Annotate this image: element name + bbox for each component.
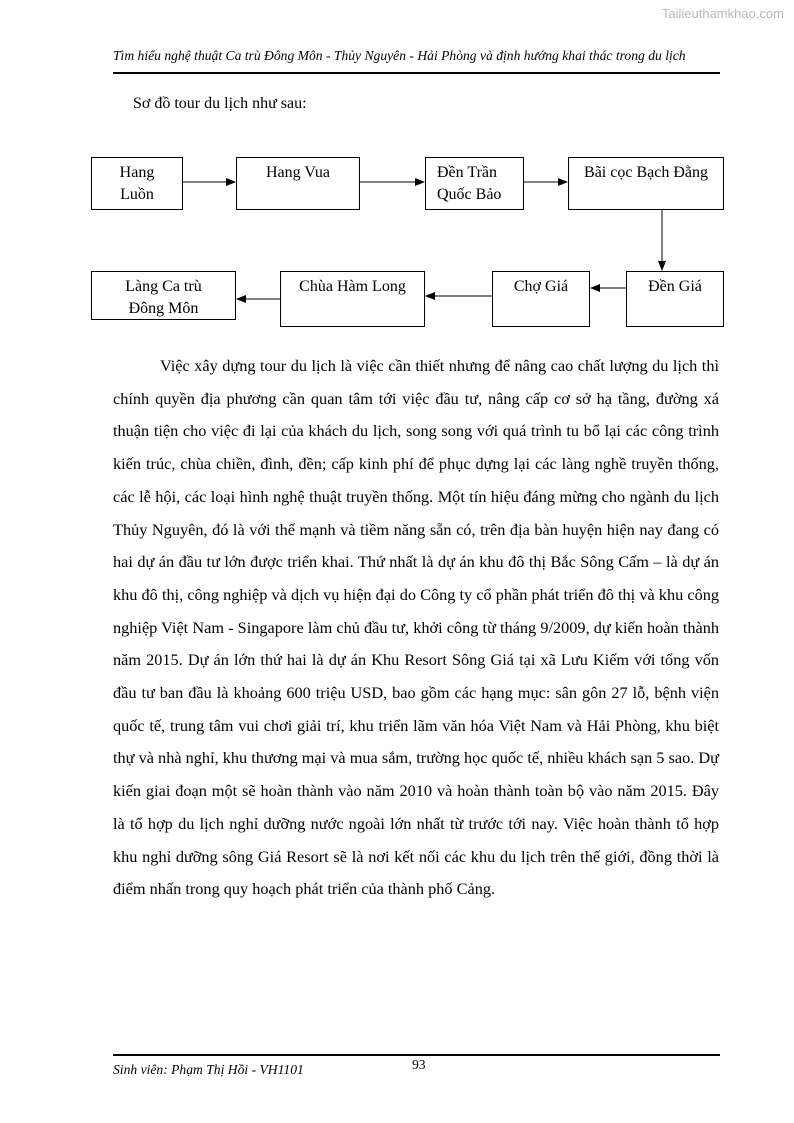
diagram-intro: Sơ đồ tour du lịch như sau: [133,95,307,112]
diagram-arrows [0,0,794,400]
node-bai-coc-bach-dang: Bãi cọc Bạch Đằng [568,157,724,210]
node-den-tran-quoc-bao: Đền Trần Quốc Bảo [425,157,524,210]
footer-rule [113,1054,720,1056]
page-number: 93 [412,1057,426,1072]
node-hang-luon: Hang Luồn [91,157,183,210]
node-den-gia: Đền Giá [626,271,724,327]
watermark: Tailieuthamkhao.com [661,6,784,21]
page-header: Tìm hiểu nghệ thuật Ca trù Đông Môn - Thủy Nguyên - Hải Phòng và định hướng khai thác trong du lịch [113,48,686,63]
node-hang-vua: Hang Vua [236,157,360,210]
body-paragraph [113,350,719,906]
node-chua-ham-long: Chùa Hàm Long [280,271,425,327]
body-paragraph-text: Việc xây dựng tour du lịch là việc cần thiết nhưng để nâng cao chất lượng du lịch thì chính quyền địa phương cần quan tâm tới việc đầu tư, nâng cấp cơ sở hạ tầng, đường xá thuận tiện cho việc đi lại của khách du lịch, song song với quá trình tu bổ lại các công trình kiến trúc, chùa chiền, đình, đền; cấp kinh phí để phục dựng lại các làng nghề truyền thống, các lễ hội, các loại hình nghệ thuật truyền thống. Một tín hiệu đáng mừng cho ngành du lịch Thủy Nguyên, đó là với thế mạnh và tiềm năng sẵn có, trên địa bàn huyện hiện nay đang có hai dự án đầu tư lớn được triển khai. Thứ nhất là dự án khu đô thị Bắc Sông Cấm – là dự án khu đô thị, công nghiệp và dịch vụ hiện đại do Công ty cổ phần phát triển đô thị và khu công nghiệp Việt Nam - Singapore làm chủ đầu tư, khởi công từ tháng 9/2009, dự kiến hoàn thành năm 2015. Dự án lớn thứ hai là dự án Khu Resort Sông Giá tại xã Lưu Kiếm với tổng vốn đầu tư ban đầu là khoảng 600 triệu USD, bao gồm các hạng mục: sân gôn 27 lỗ, bệnh viện quốc tế, trung tâm vui chơi giải trí, khu triển lãm văn hóa Việt Nam và Hải Phòng, khu biệt thự và nhà nghỉ, khu thương mại và mua sắm, trường học quốc tế, nhiều khách sạn 5 sao. Dự kiến giai đoạn một sẽ hoàn thành vào năm 2010 và hoàn thành toàn bộ vào năm 2015. Đây là tổ hợp du lịch nghỉ dưỡng nước ngoài lớn nhất từ trước tới nay. Việc hoàn thành tổ hợp khu nghỉ dưỡng sông Giá Resort sẽ là nơi kết nối các khu du lịch trên thế giới, đồng thời là điểm nhấn trong quy hoạch phát triển của thành phố Cảng. [113,356,719,899]
footer-student: Sinh viên: Phạm Thị Hồi - VH1101 [113,1062,304,1077]
node-lang-ca-tru-dong-mon: Làng Ca trù Đông Môn [91,271,236,320]
node-cho-gia: Chợ Giá [492,271,590,327]
